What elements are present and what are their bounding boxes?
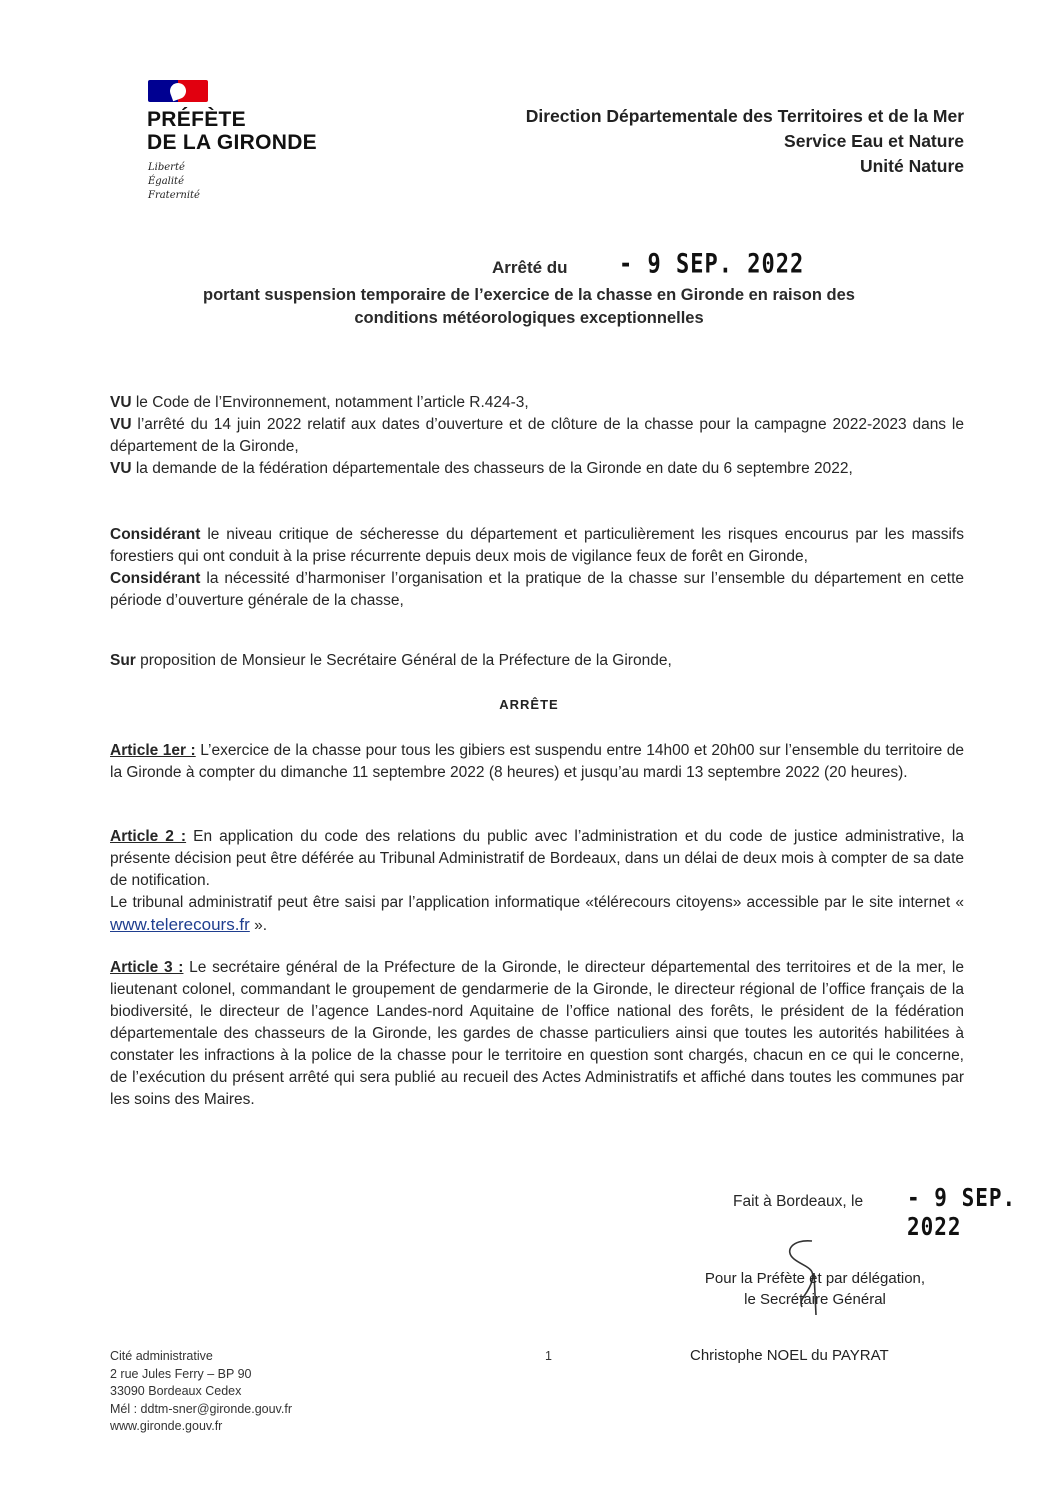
article-2-text2: Le tribunal administratif peut être saisi par l’application informatique «télérecours citoyens» accessible par le site internet « xyxy=(110,894,964,911)
prefecture-name xyxy=(147,108,317,154)
visa-item xyxy=(110,414,964,458)
article-3 xyxy=(110,957,964,1111)
signatory-title: le Secrétaire Général xyxy=(744,1291,886,1308)
unit-name: Unité Nature xyxy=(859,156,964,176)
delegation-line: Pour la Préfète et par délégation, xyxy=(704,1270,926,1287)
signature-date-stamp: - 9 SEP. 2022 xyxy=(907,1183,1017,1241)
considerant-text: le niveau critique de sécheresse du département et particulièrement les risques encourus par les massifs forestiers qui ont conduit à la prise récurrente depuis deux mois de vigilance feux de forêt en Gironde, xyxy=(110,526,964,565)
considerant-item xyxy=(110,568,964,612)
proposition xyxy=(110,650,964,672)
article-3-text: Le secrétaire général de la Préfecture de la Gironde, le directeur départemental des territoires et de la mer, le lieutenant colonel, commandant le groupement de gendarmerie de la Gironde, le directeur régional de l’office français de la biodiversité, le directeur de l’agence Landes-nord Aquitaine de l’office national des forêts, le président de la fédération départementale des chasseurs de la Gironde, les gardes de chasse particuliers ainsi que toutes les autorités habilitées à constater les infractions à la police de la chasse pour le territoire en question sont chargés, chacun en ce qui le concerne, de l’exécution du présent arrêté qui sera publié au recueil des Actes Administratifs et affiché dans toutes les communes par les soins des Maires. xyxy=(110,959,964,1108)
marianne-logo-flag xyxy=(148,80,208,102)
considerant-text: la nécessité d’harmoniser l’organisation et la pratique de la chasse sur l’ensemble du département en cette période d’ouverture générale de la chasse, xyxy=(110,570,964,609)
issuing-service xyxy=(526,104,964,179)
article-1-text: L’exercice de la chasse pour tous les gibiers est suspendu entre 14h00 et 20h00 sur l’ensemble du territoire de la Gironde à compter du dimanche 11 septembre 2022 (8 heures) et jusqu’au mardi 13 septembre 2022 (20 heures). xyxy=(110,742,964,781)
decree-subject xyxy=(0,284,1058,330)
visa-item xyxy=(110,458,964,480)
page-number: 1 xyxy=(545,1349,552,1363)
visa-lead: VU xyxy=(110,416,132,433)
place-date-line: Fait à Bordeaux, le xyxy=(733,1193,864,1210)
footer-line: 2 rue Jules Ferry – BP 90 xyxy=(110,1366,252,1381)
direction-name: Direction Départementale des Territoires et de la Mer xyxy=(525,106,964,126)
considerant-lead: Considérant xyxy=(110,570,201,587)
visa-text: la demande de la fédération départementale des chasseurs de la Gironde en date du 6 septembre 2022, xyxy=(131,460,853,477)
visa-lead: VU xyxy=(110,460,132,477)
motto-liberte: Liberté xyxy=(148,162,185,173)
decree-label: Arrêté du xyxy=(492,258,568,277)
motto-fraternite: Fraternité xyxy=(148,190,200,201)
visa-item xyxy=(110,392,964,414)
considerants-block xyxy=(110,524,964,612)
article-1 xyxy=(110,740,964,784)
telerecours-link[interactable]: www.telerecours.fr xyxy=(110,915,250,934)
article-2-text2-end: ». xyxy=(249,917,268,934)
prefecture-line2: DE LA GIRONDE xyxy=(147,131,317,154)
footer-line: 33090 Bordeaux Cedex xyxy=(110,1384,242,1398)
footer-email: Mél : ddtm-sner@gironde.gouv.fr xyxy=(110,1401,292,1416)
considerant-item xyxy=(110,524,964,568)
republic-motto xyxy=(148,161,200,203)
subject-line2: conditions météorologiques exceptionnelles xyxy=(354,309,704,327)
footer-website: www.gironde.gouv.fr xyxy=(110,1419,223,1433)
decree-title xyxy=(0,250,1058,280)
article-2 xyxy=(110,826,964,937)
date-stamp: - 9 SEP. 2022 xyxy=(619,249,805,280)
footer-address xyxy=(110,1348,292,1436)
proposition-text: proposition de Monsieur le Secrétaire Général de la Préfecture de la Gironde, xyxy=(135,652,672,669)
considerant-lead: Considérant xyxy=(110,526,201,543)
article-2-text: En application du code des relations du public avec l’administration et du code de justice administrative, la présente décision peut être déférée au Tribunal Administratif de Bordeaux, dans un délai de deux mois à compter de sa date de notification. xyxy=(110,828,964,889)
prefecture-line1: PRÉFÈTE xyxy=(147,108,246,131)
motto-egalite: Égalité xyxy=(148,176,184,187)
arrete-heading: ARRÊTE xyxy=(499,697,559,712)
subject-line1: portant suspension temporaire de l’exercice de la chasse en Gironde en raison des xyxy=(203,286,855,304)
visas-block xyxy=(110,392,964,480)
visa-lead: VU xyxy=(110,394,132,411)
article-3-label: Article 3 : xyxy=(110,959,184,976)
visa-text: l’arrêté du 14 juin 2022 relatif aux dates d’ouverture et de clôture de la chasse pour la campagne 2022-2023 dans le département de la Gironde, xyxy=(110,416,964,455)
footer-line: Cité administrative xyxy=(110,1349,213,1363)
service-name: Service Eau et Nature xyxy=(784,131,964,151)
article-1-label: Article 1er : xyxy=(110,742,196,759)
article-2-label: Article 2 : xyxy=(110,828,187,845)
visa-text: le Code de l’Environnement, notamment l’article R.424-3, xyxy=(131,394,529,411)
proposition-lead: Sur xyxy=(110,652,136,669)
signatory-block xyxy=(680,1268,950,1310)
signatory-name: Christophe NOEL du PAYRAT xyxy=(690,1347,889,1364)
